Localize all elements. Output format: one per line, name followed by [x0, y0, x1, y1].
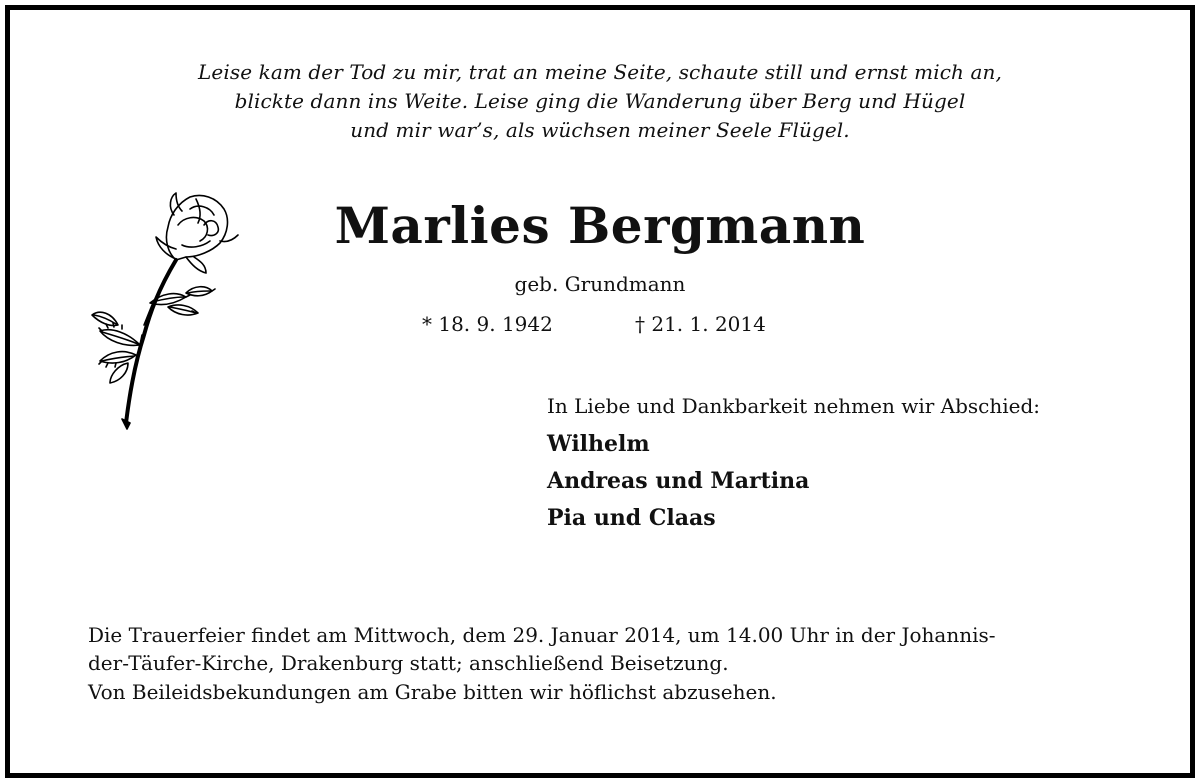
- death-date: † 21. 1. 2014: [635, 312, 766, 336]
- funeral-info: [88, 621, 1138, 677]
- mourners-list: [547, 426, 809, 537]
- poem-line: Leise kam der Tod zu mir, trat an meine Seite, schaute still und ernst mich an,: [198, 60, 1002, 84]
- funeral-line: der-Täufer-Kirche, Drakenburg statt; anschließend Beisetzung.: [88, 651, 729, 675]
- mourner-name: Andreas und Martina: [547, 468, 810, 494]
- funeral-line: Die Trauerfeier findet am Mittwoch, dem 29. Januar 2014, um 14.00 Uhr in der Johannis-: [88, 623, 996, 647]
- poem-line: blickte dann ins Weite. Leise ging die Wanderung über Berg und Hügel: [234, 89, 966, 113]
- mourner-name: Pia und Claas: [547, 505, 716, 531]
- poem-line: und mir war’s, als wüchsen meiner Seele Flügel.: [350, 118, 850, 142]
- mourner-name: Wilhelm: [547, 431, 650, 457]
- deceased-name: Marlies Bergmann: [334, 196, 866, 255]
- rose-icon: [78, 185, 248, 435]
- poem: [0, 58, 1200, 145]
- condolence-note: Von Beileidsbekundungen am Grabe bitten wir höflichst abzusehen.: [88, 680, 777, 704]
- farewell-text: In Liebe und Dankbarkeit nehmen wir Abschied:: [547, 394, 1040, 418]
- birth-date: * 18. 9. 1942: [422, 312, 553, 336]
- maiden-name: geb. Grundmann: [514, 272, 686, 296]
